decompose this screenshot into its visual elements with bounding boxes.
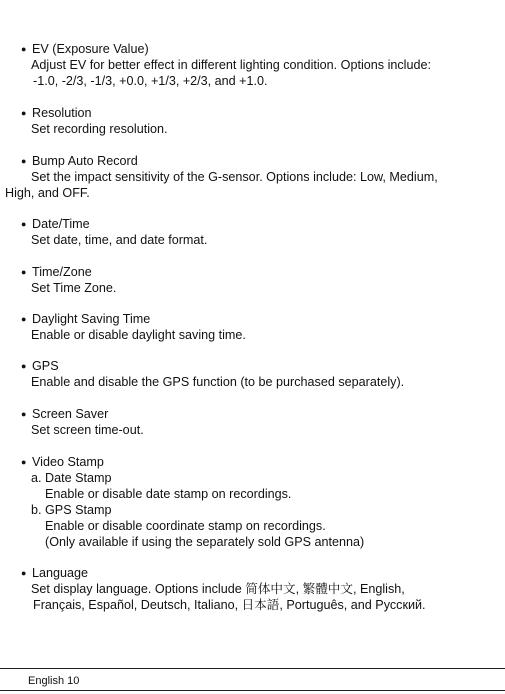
- section-screensaver-title: Screen Saver: [32, 407, 109, 421]
- section-bump: [0, 153, 505, 201]
- section-screensaver-desc: Set screen time-out.: [31, 423, 144, 437]
- section-timezone-desc: Set Time Zone.: [31, 281, 117, 295]
- date-stamp-desc: Enable or disable date stamp on recordings.: [45, 487, 292, 501]
- section-datetime-title: Date/Time: [32, 217, 90, 231]
- date-stamp-label: a. Date Stamp: [31, 471, 112, 485]
- section-ev: [0, 41, 505, 89]
- section-daylight: [0, 311, 505, 343]
- section-timezone: [0, 264, 505, 296]
- section-bump-title: Bump Auto Record: [32, 154, 138, 168]
- section-gps-heading: [0, 358, 505, 374]
- section-language-desc: Set display language. Options include 简体中文, 繁體中文, English,: [31, 582, 405, 596]
- footer-top-rule: [0, 668, 505, 669]
- gps-stamp-note: (Only available if using the separately sold GPS antenna): [45, 535, 365, 549]
- bullet-icon: ●: [21, 108, 27, 118]
- footer-bottom-rule: [0, 690, 505, 691]
- section-daylight-heading: [0, 311, 505, 327]
- bullet-icon: ●: [21, 568, 27, 578]
- section-gps-title: GPS: [32, 359, 59, 373]
- section-videostamp-heading: [0, 454, 505, 470]
- section-daylight-desc: Enable or disable daylight saving time.: [31, 328, 246, 342]
- section-ev-title: EV (Exposure Value): [32, 42, 149, 56]
- bullet-icon: ●: [21, 267, 27, 277]
- section-datetime: [0, 216, 505, 248]
- section-resolution-title: Resolution: [32, 106, 92, 120]
- section-language-heading: [0, 565, 505, 581]
- section-screensaver-heading: [0, 406, 505, 422]
- section-language: [0, 565, 505, 613]
- gps-stamp-label: b. GPS Stamp: [31, 503, 112, 517]
- bullet-icon: ●: [21, 156, 27, 166]
- section-daylight-title: Daylight Saving Time: [32, 312, 151, 326]
- section-gps-desc: Enable and disable the GPS function (to be purchased separately).: [31, 375, 405, 389]
- bullet-icon: ●: [21, 361, 27, 371]
- bullet-icon: ●: [21, 457, 27, 467]
- section-bump-heading: [0, 153, 505, 169]
- section-language-options: Français, Español, Deutsch, Italiano, 日本語, Português, and Русский.: [33, 598, 426, 612]
- section-datetime-heading: [0, 216, 505, 232]
- section-resolution: [0, 105, 505, 137]
- section-videostamp-title: Video Stamp: [32, 455, 104, 469]
- section-gps: [0, 358, 505, 390]
- footer-page-label: English 10: [28, 675, 80, 687]
- section-ev-heading: [0, 41, 505, 57]
- section-resolution-desc: Set recording resolution.: [31, 122, 168, 136]
- gps-stamp-desc: Enable or disable coordinate stamp on recordings.: [45, 519, 326, 533]
- bullet-icon: ●: [21, 44, 27, 54]
- section-language-title: Language: [32, 566, 89, 580]
- section-bump-desc-cont: High, and OFF.: [5, 186, 90, 200]
- section-videostamp: [0, 454, 505, 550]
- section-timezone-title: Time/Zone: [32, 265, 92, 279]
- bullet-icon: ●: [21, 219, 27, 229]
- bullet-icon: ●: [21, 409, 27, 419]
- section-bump-desc: Set the impact sensitivity of the G-sensor. Options include: Low, Medium,: [31, 170, 438, 184]
- section-resolution-heading: [0, 105, 505, 121]
- section-datetime-desc: Set date, time, and date format.: [31, 233, 208, 247]
- bullet-icon: ●: [21, 314, 27, 324]
- section-screensaver: [0, 406, 505, 438]
- section-timezone-heading: [0, 264, 505, 280]
- section-ev-desc: Adjust EV for better effect in different lighting condition. Options include:: [31, 58, 431, 72]
- section-ev-options: -1.0, -2/3, -1/3, +0.0, +1/3, +2/3, and +1.0.: [33, 74, 268, 88]
